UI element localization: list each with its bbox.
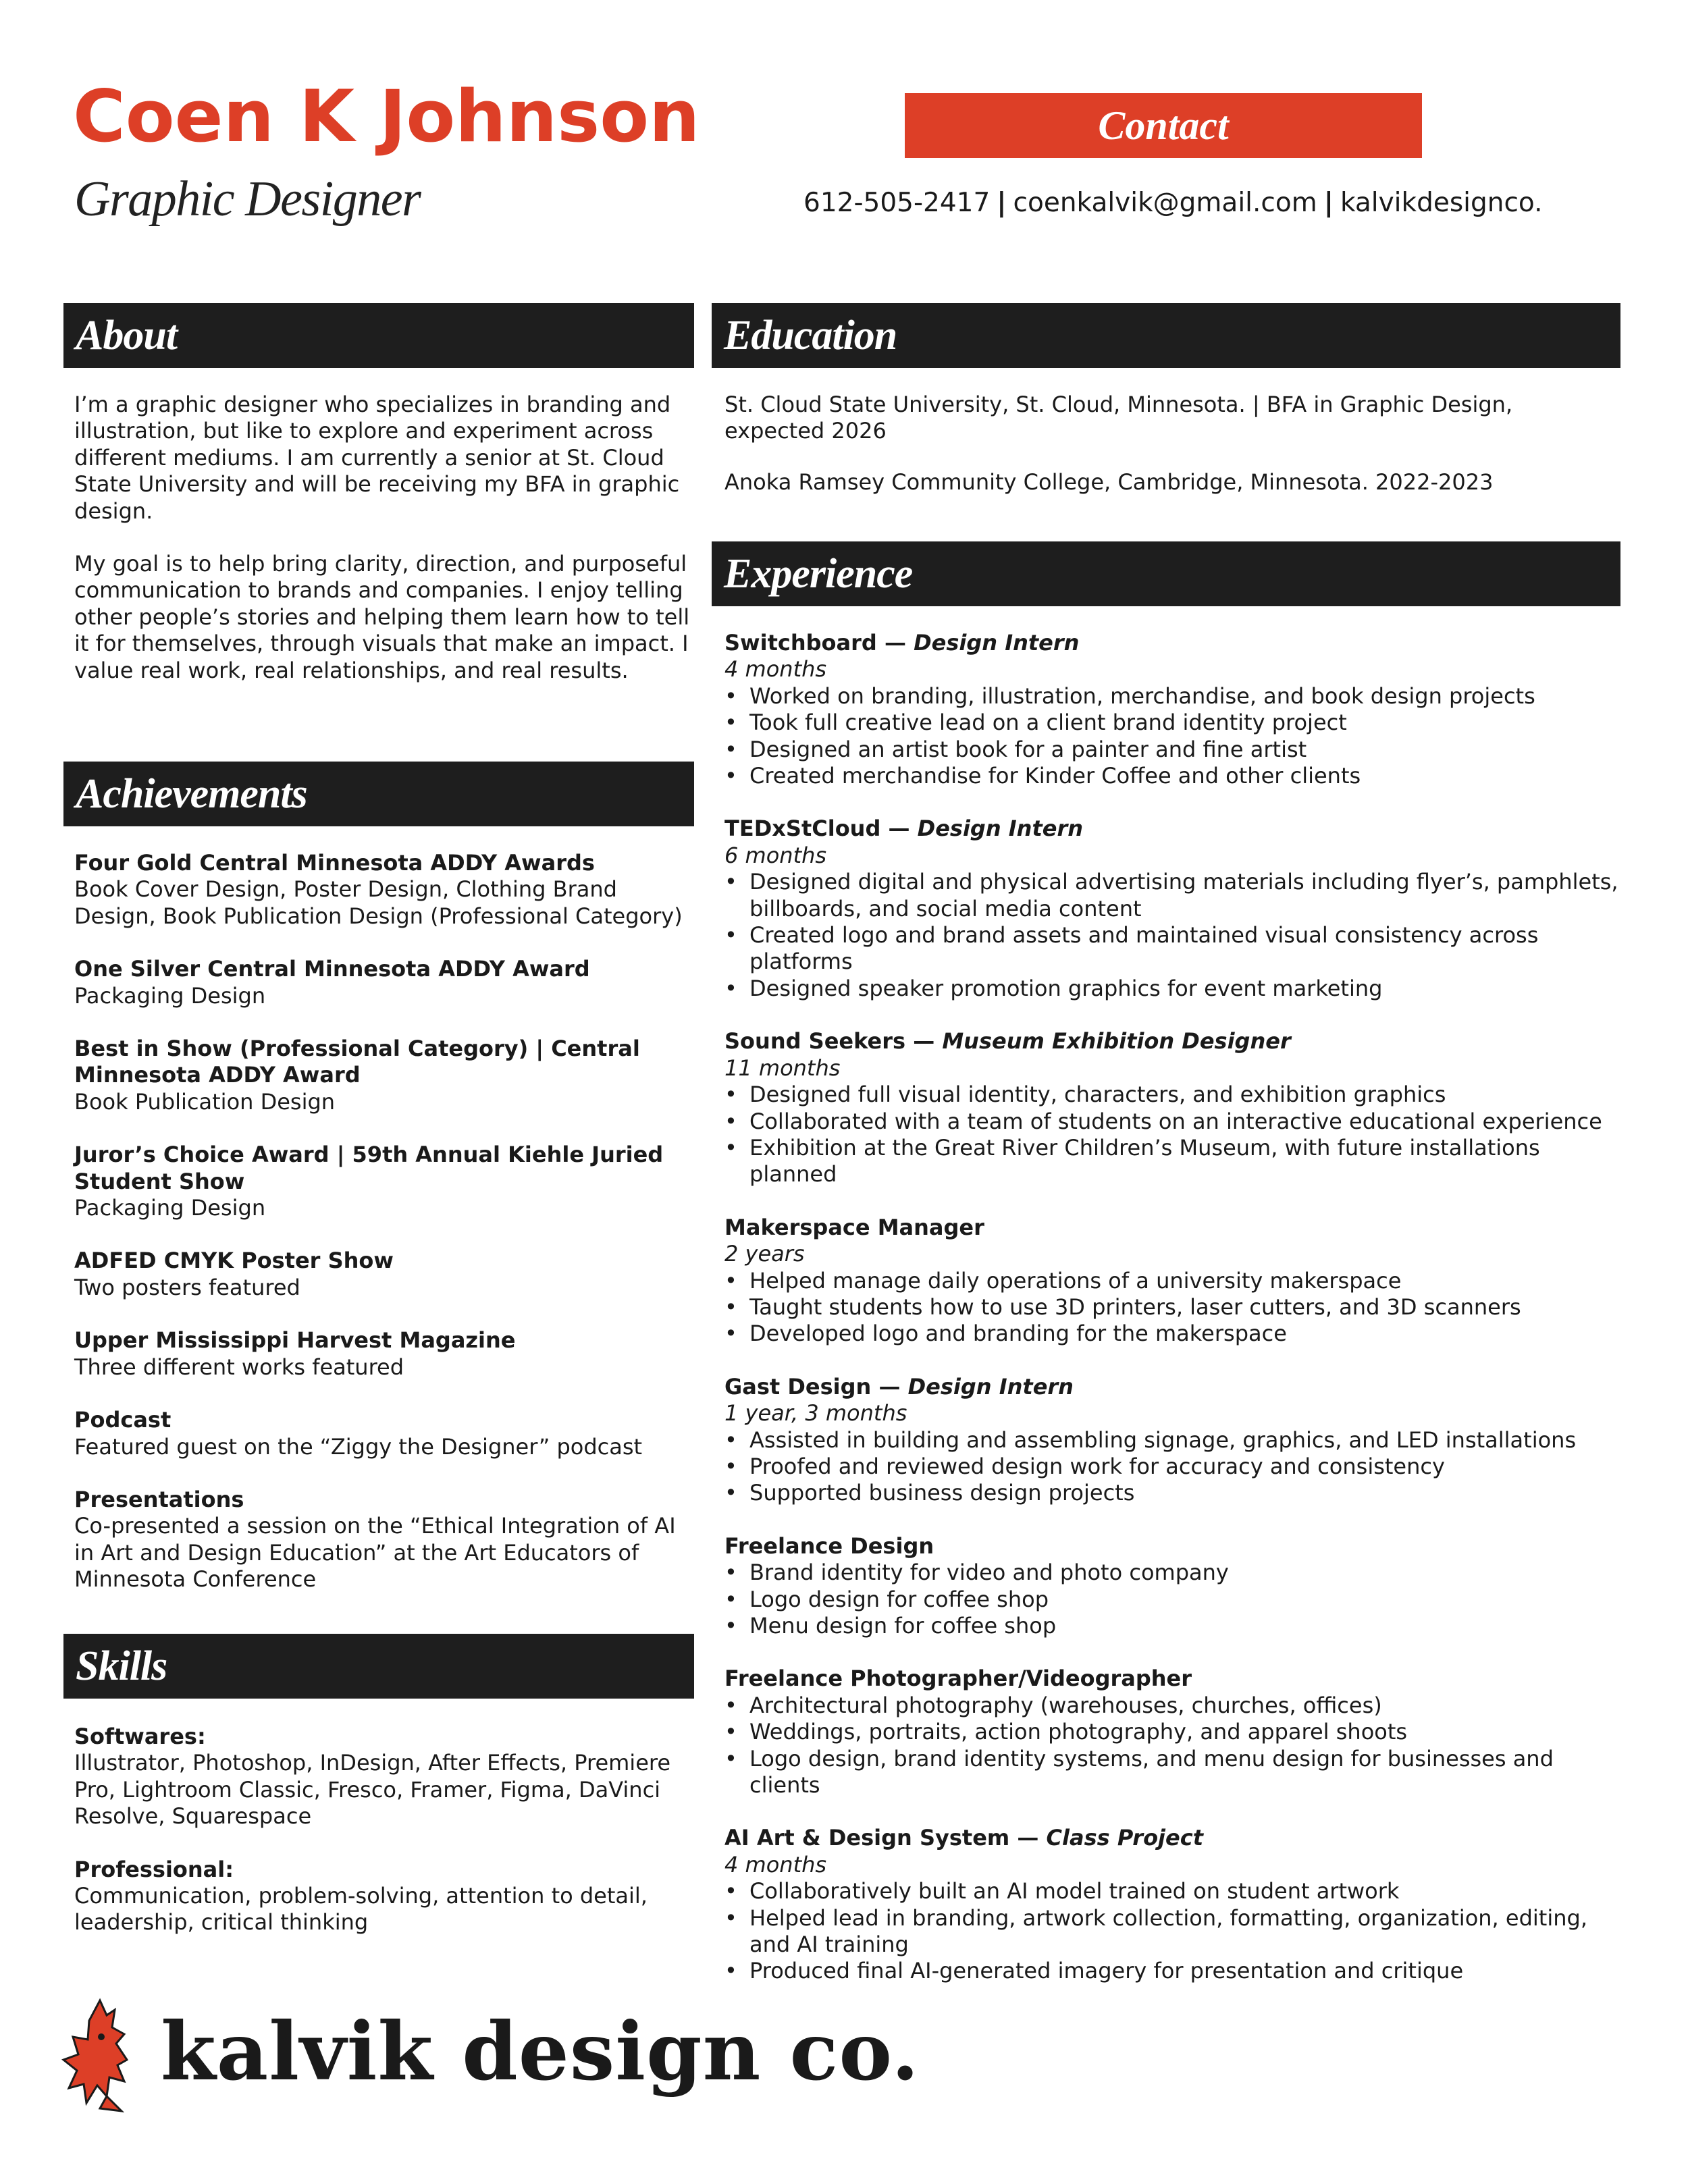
job-bullet: • Designed an artist book for a painter and fine artist bbox=[724, 737, 1623, 763]
company-name: Freelance Design bbox=[724, 1533, 934, 1559]
education-item: St. Cloud State University, St. Cloud, Minnesota. | BFA in Graphic Design, expected 2026 bbox=[724, 392, 1513, 444]
experience-item bbox=[724, 1533, 1623, 1640]
about-paragraph: My goal is to help bring clarity, direction, and purposeful communication to brands and companies. I enjoy telling other people’s stories and helping them learn how to tell it for themselves, through visuals that make an impact. I value real work, real relationships, and real results. bbox=[74, 551, 690, 683]
experience-item bbox=[724, 1028, 1623, 1188]
achievement-detail: Three different works featured bbox=[74, 1354, 404, 1380]
achievement-title: Upper Mississippi Harvest Magazine bbox=[74, 1327, 516, 1354]
job-bullet: • Designed digital and physical advertising materials including flyer’s, pamphlets, billboards, and social media content bbox=[724, 869, 1623, 922]
achievement-title: Four Gold Central Minnesota ADDY Awards bbox=[74, 850, 595, 876]
education-heading: Education bbox=[712, 303, 1620, 368]
dash-separator: — bbox=[905, 1028, 943, 1055]
skills-heading: Skills bbox=[63, 1634, 694, 1699]
company-name: Switchboard bbox=[724, 630, 877, 656]
achievement-item bbox=[74, 1487, 695, 1593]
achievement-item bbox=[74, 1248, 695, 1301]
job-bullet: • Proofed and reviewed design work for accuracy and consistency bbox=[724, 1454, 1623, 1480]
dash-separator: — bbox=[880, 816, 918, 842]
job-bullet: • Created merchandise for Kinder Coffee and other clients bbox=[724, 763, 1623, 789]
software-label: Softwares: bbox=[74, 1724, 206, 1749]
achievement-item bbox=[74, 956, 695, 1009]
fox-logo-icon bbox=[59, 1995, 147, 2120]
job-header bbox=[724, 1374, 1623, 1400]
job-bullet: • Created logo and brand assets and maintained visual consistency across platforms bbox=[724, 922, 1623, 976]
achievement-title: Best in Show (Professional Category) | Central Minnesota ADDY Award bbox=[74, 1036, 640, 1088]
job-role: Museum Exhibition Designer bbox=[942, 1028, 1291, 1055]
experience-item bbox=[724, 816, 1623, 1002]
job-header bbox=[724, 1215, 1623, 1241]
job-bullet: • Produced final AI-generated imagery for presentation and critique bbox=[724, 1958, 1623, 1984]
job-header bbox=[724, 1825, 1623, 1851]
job-bullet: • Helped manage daily operations of a university makerspace bbox=[724, 1268, 1623, 1294]
company-name: Gast Design bbox=[724, 1373, 872, 1400]
achievement-detail: Co-presented a session on the “Ethical Integration of AI in Art and Design Education” at the Art Educators of Minnesota Conference bbox=[74, 1513, 676, 1593]
company-name: TEDxStCloud bbox=[724, 816, 881, 842]
achievement-detail: Book Cover Design, Poster Design, Clothing Brand Design, Book Publication Design (Professional Category) bbox=[74, 876, 683, 929]
job-duration: 4 months bbox=[724, 1851, 827, 1877]
achievement-item bbox=[74, 1036, 695, 1115]
professional-label: Professional: bbox=[74, 1856, 234, 1882]
job-bullet: • Helped lead in branding, artwork collection, formatting, organization, editing, and AI training bbox=[724, 1905, 1623, 1959]
job-bullet: • Exhibition at the Great River Children’s Museum, with future installations planned bbox=[724, 1135, 1623, 1188]
about-section bbox=[74, 392, 695, 684]
company-name: Freelance Photographer/Videographer bbox=[724, 1666, 1192, 1692]
job-duration: 11 months bbox=[724, 1055, 841, 1081]
separator: | bbox=[1323, 188, 1334, 218]
company-logo-text: kalvik design co. bbox=[161, 2004, 920, 2098]
job-bullet: • Weddings, portraits, action photography, and apparel shoots bbox=[724, 1719, 1623, 1745]
job-header bbox=[724, 1533, 1623, 1560]
phone-number[interactable]: 612-505-2417 bbox=[803, 188, 991, 218]
job-role: Design Intern bbox=[914, 630, 1080, 656]
job-role: Design Intern bbox=[917, 816, 1083, 842]
job-bullet: • Assisted in building and assembling signage, graphics, and LED installations bbox=[724, 1427, 1623, 1454]
professional-list: Communication, problem-solving, attention to detail, leadership, critical thinking bbox=[74, 1883, 648, 1936]
experience-item bbox=[724, 1825, 1623, 1984]
company-name: Sound Seekers bbox=[724, 1028, 906, 1055]
achievement-detail: Two posters featured bbox=[74, 1274, 300, 1300]
job-bullet: • Worked on branding, illustration, merchandise, and book design projects bbox=[724, 683, 1623, 710]
experience-item bbox=[724, 1374, 1623, 1507]
achievement-title: Juror’s Choice Award | 59th Annual Kiehle Juried Student Show bbox=[74, 1142, 664, 1194]
job-bullet: • Brand identity for video and photo company bbox=[724, 1560, 1623, 1586]
achievement-item bbox=[74, 1142, 695, 1221]
dash-separator: — bbox=[876, 630, 914, 656]
job-bullet: • Designed full visual identity, characters, and exhibition graphics bbox=[724, 1082, 1623, 1108]
separator: | bbox=[997, 188, 1007, 218]
experience-item bbox=[724, 1215, 1623, 1348]
achievement-item bbox=[74, 1407, 695, 1460]
achievements-heading: Achievements bbox=[63, 762, 694, 826]
job-bullet: • Menu design for coffee shop bbox=[724, 1613, 1623, 1639]
website-link[interactable]: kalvikdesignco. bbox=[1340, 188, 1543, 218]
achievement-detail: Featured guest on the “Ziggy the Designer” podcast bbox=[74, 1433, 643, 1460]
candidate-name: Coen K Johnson bbox=[73, 75, 700, 158]
experience-list bbox=[724, 630, 1623, 2011]
achievement-detail: Packaging Design bbox=[74, 982, 266, 1009]
job-header bbox=[724, 1666, 1623, 1692]
contact-info bbox=[803, 188, 1560, 218]
about-heading: About bbox=[63, 303, 694, 368]
email-link[interactable]: coenkalvik@gmail.com bbox=[1013, 188, 1317, 218]
achievement-item bbox=[74, 1327, 695, 1381]
job-header bbox=[724, 816, 1623, 842]
job-duration: 1 year, 3 months bbox=[724, 1400, 907, 1427]
job-bullet: • Architectural photography (warehouses, churches, offices) bbox=[724, 1693, 1623, 1719]
job-bullet: • Taught students how to use 3D printers, laser cutters, and 3D scanners bbox=[724, 1294, 1623, 1321]
job-title: Graphic Designer bbox=[74, 171, 421, 227]
skills-section bbox=[74, 1724, 695, 1936]
achievement-title: One Silver Central Minnesota ADDY Award bbox=[74, 956, 590, 982]
achievement-title: ADFED CMYK Poster Show bbox=[74, 1248, 394, 1274]
company-name: Makerspace Manager bbox=[724, 1214, 984, 1240]
job-bullet: • Logo design for coffee shop bbox=[724, 1587, 1623, 1613]
job-bullet: • Logo design, brand identity systems, and menu design for businesses and clients bbox=[724, 1746, 1623, 1799]
dash-separator: — bbox=[1009, 1825, 1047, 1851]
job-role: Class Project bbox=[1046, 1825, 1203, 1851]
experience-item bbox=[724, 1666, 1623, 1799]
job-bullet: • Designed speaker promotion graphics for event marketing bbox=[724, 976, 1623, 1002]
achievement-detail: Book Publication Design bbox=[74, 1088, 336, 1115]
education-item: Anoka Ramsey Community College, Cambridge, Minnesota. 2022-2023 bbox=[724, 469, 1494, 495]
job-duration: 4 months bbox=[724, 656, 827, 683]
experience-heading: Experience bbox=[712, 541, 1620, 606]
job-bullet: • Developed logo and branding for the makerspace bbox=[724, 1321, 1623, 1347]
achievement-detail: Packaging Design bbox=[74, 1195, 266, 1221]
job-bullet: • Supported business design projects bbox=[724, 1480, 1623, 1506]
education-section bbox=[724, 392, 1595, 496]
job-bullet: • Collaborated with a team of students on an interactive educational experience bbox=[724, 1109, 1623, 1135]
achievement-title: Podcast bbox=[74, 1407, 172, 1433]
job-duration: 2 years bbox=[724, 1241, 805, 1267]
job-bullet: • Collaboratively built an AI model trained on student artwork bbox=[724, 1878, 1623, 1905]
experience-item bbox=[724, 630, 1623, 789]
job-role: Design Intern bbox=[907, 1373, 1074, 1400]
company-name: AI Art & Design System bbox=[724, 1825, 1010, 1851]
dash-separator: — bbox=[871, 1373, 908, 1400]
achievement-title: Presentations bbox=[74, 1486, 244, 1512]
about-paragraph: I’m a graphic designer who specializes in branding and illustration, but like to explore and experiment across different mediums. I am currently a senior at St. Cloud State University and will be receiving my BFA in graphic design. bbox=[74, 392, 680, 524]
contact-button[interactable]: Contact bbox=[905, 93, 1422, 158]
job-bullet: • Took full creative lead on a client brand identity project bbox=[724, 710, 1623, 736]
software-list: Illustrator, Photoshop, InDesign, After Effects, Premiere Pro, Lightroom Classic, Fresco, Framer, Figma, DaVinci Resolve, Squarespace bbox=[74, 1750, 671, 1830]
achievements-list bbox=[74, 850, 695, 1620]
job-header bbox=[724, 1028, 1623, 1055]
job-duration: 6 months bbox=[724, 842, 827, 868]
job-header bbox=[724, 630, 1623, 656]
achievement-item bbox=[74, 850, 695, 930]
